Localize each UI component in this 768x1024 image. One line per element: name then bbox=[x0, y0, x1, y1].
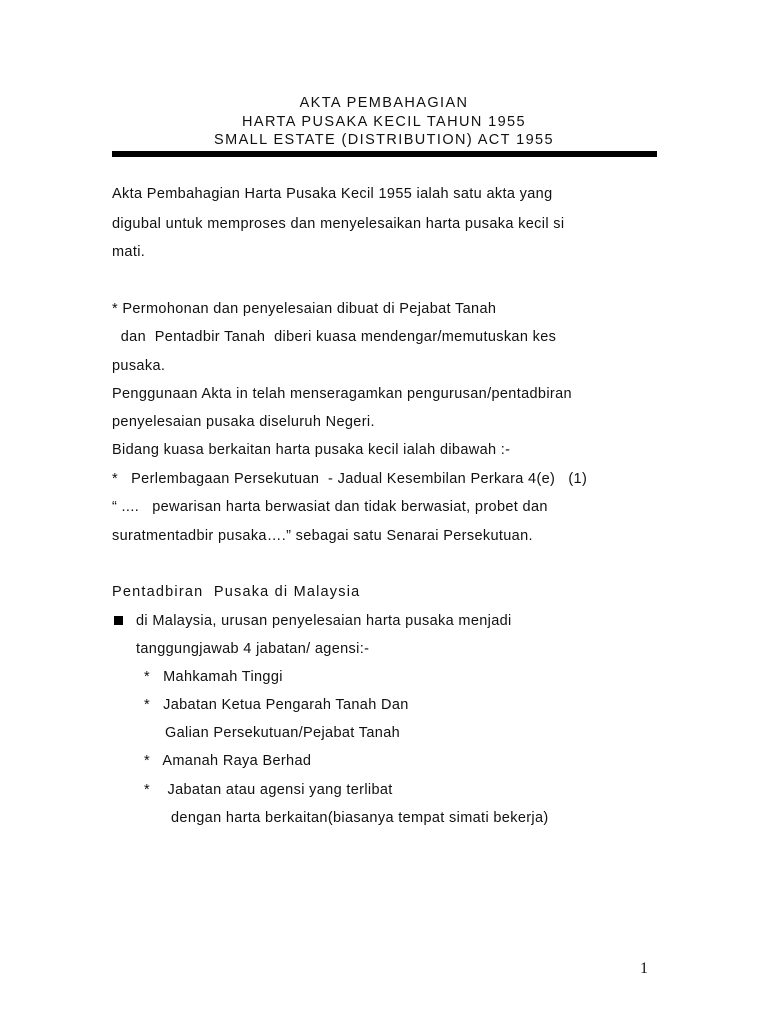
intro-line-2: digubal untuk memproses dan menyelesaikan harta pusaka kecil si bbox=[112, 216, 565, 232]
body-line-3: pusaka. bbox=[112, 358, 166, 374]
bullet-line-1: di Malaysia, urusan penyelesaian harta pusaka menjadi bbox=[136, 613, 512, 629]
body-line-2: dan Pentadbir Tanah diberi kuasa mendengar/memutuskan kes bbox=[112, 329, 557, 345]
document-title bbox=[112, 94, 656, 150]
title-line-3: SMALL ESTATE (DISTRIBUTION) ACT 1955 bbox=[214, 132, 554, 148]
body-line-6: Bidang kuasa berkaitan harta pusaka kecil ialah dibawah :- bbox=[112, 442, 511, 458]
title-line-1: AKTA PEMBAHAGIAN bbox=[299, 95, 469, 111]
square-bullet-icon bbox=[114, 616, 123, 625]
body-line-8: “ .... pewarisan harta berwasiat dan tidak berwasiat, probet dan bbox=[112, 499, 548, 515]
intro-line-3: mati. bbox=[112, 244, 146, 260]
bullet-line-2: tanggungjawab 4 jabatan/ agensi:- bbox=[136, 641, 370, 657]
title-divider bbox=[112, 151, 657, 157]
section-heading: Pentadbiran Pusaka di Malaysia bbox=[112, 584, 361, 600]
body-line-7: * Perlembagaan Persekutuan - Jadual Kesembilan Perkara 4(e) (1) bbox=[112, 471, 588, 487]
agency-item-2: * Jabatan Ketua Pengarah Tanah Dan bbox=[144, 697, 409, 713]
agency-item-2-cont: Galian Persekutuan/Pejabat Tanah bbox=[165, 725, 401, 741]
agency-item-1: * Mahkamah Tinggi bbox=[144, 669, 283, 685]
body-line-1: * Permohonan dan penyelesaian dibuat di Pejabat Tanah bbox=[112, 301, 497, 317]
agency-item-3: * Amanah Raya Berhad bbox=[144, 753, 312, 769]
body-line-4: Penggunaan Akta in telah menseragamkan pengurusan/pentadbiran bbox=[112, 386, 572, 402]
agency-item-4-cont: dengan harta berkaitan(biasanya tempat simati bekerja) bbox=[171, 810, 549, 826]
agency-item-4: * Jabatan atau agensi yang terlibat bbox=[144, 782, 393, 798]
title-line-2: HARTA PUSAKA KECIL TAHUN 1955 bbox=[242, 113, 526, 130]
page-number: 1 bbox=[640, 960, 648, 977]
body-line-9: suratmentadbir pusaka….” sebagai satu Senarai Persekutuan. bbox=[112, 528, 533, 544]
intro-line-1: Akta Pembahagian Harta Pusaka Kecil 1955 ialah satu akta yang bbox=[112, 186, 553, 202]
body-line-5: penyelesaian pusaka diseluruh Negeri. bbox=[112, 414, 375, 430]
